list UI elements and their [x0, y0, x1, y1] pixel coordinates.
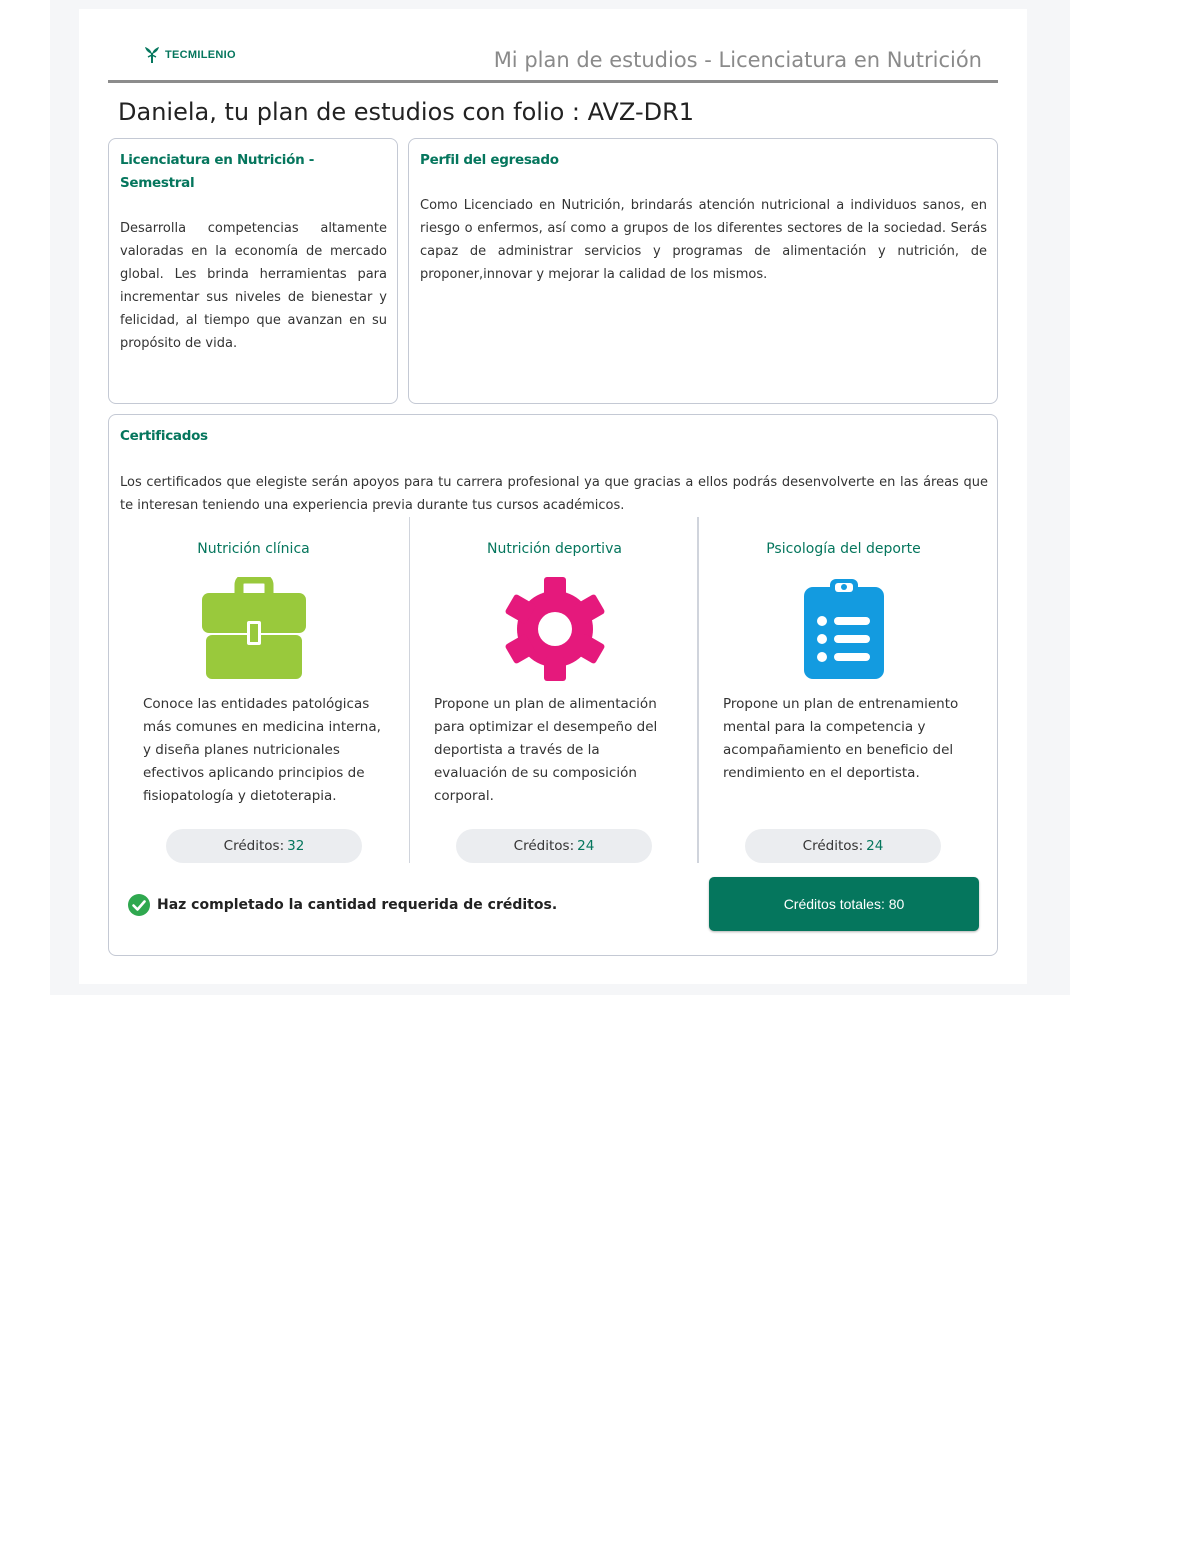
program-title: Licenciatura en Nutrición - Semestral [120, 152, 315, 191]
program-description: Desarrolla competencias altamente valoradas en la economía de mercado global. Les brinda herramientas para incrementar sus niveles de bienestar y felicidad, al tiempo que avanzan en su propósito de vida. [120, 221, 387, 351]
credits-value: 24 [866, 838, 884, 854]
tecmilenio-logo [144, 46, 236, 64]
clipboard-list-icon [802, 577, 886, 681]
certificate-description: Conoce las entidades patológicas más comunes en medicina interna, y diseña planes nutricionales efectivos aplicando principios de fisiopatología y dietoterapia. [143, 696, 381, 804]
credits-value: 24 [577, 838, 595, 854]
briefcase-icon [201, 577, 307, 681]
credits-label: Créditos: [802, 838, 864, 854]
certificate-description: Propone un plan de alimentación para optimizar el desempeño del deportista a través de la evaluación de su composición corporal. [434, 696, 658, 804]
certificate-description: Propone un plan de entrenamiento mental para la competencia y acompañamiento en beneficio del rendimiento en el deportista. [723, 696, 959, 781]
certificate-name: Psicología del deporte [766, 541, 921, 557]
page-title: Daniela, tu plan de estudios con folio : AVZ-DR1 [118, 98, 695, 126]
credits-value: 32 [287, 838, 305, 854]
check-circle-icon [127, 893, 151, 917]
certificate-column [697, 517, 988, 863]
document-header [108, 40, 998, 83]
gear-icon [503, 577, 607, 681]
graduate-profile-description: Como Licenciado en Nutrición, brindarás atención nutricional a individuos sanos, en riesgo o enfermos, así como a grupos de los diferentes sectores de la sociedad. Serás capaz de administrar servicios y programas de alimentación y nutrición, de proponer,innovar y mejorar la calidad de los mismos. [420, 198, 987, 282]
certificates-card [108, 414, 998, 956]
credits-badge [745, 829, 941, 863]
credits-label: Créditos: [513, 838, 575, 854]
certificates-title: Certificados [120, 428, 208, 444]
credits-label: Créditos: [223, 838, 285, 854]
total-credits-button[interactable]: Créditos totales: 80 [709, 877, 979, 931]
certificate-column [409, 517, 699, 863]
certificate-column [109, 517, 398, 863]
credits-badge [456, 829, 652, 863]
graduate-profile-card [408, 138, 998, 404]
document-title: Mi plan de estudios - Licenciatura en Nutrición [493, 48, 982, 72]
program-card [108, 138, 398, 404]
tecmilenio-logo-icon [144, 46, 160, 64]
credits-badge [166, 829, 362, 863]
certificate-name: Nutrición deportiva [487, 541, 622, 557]
logo-text: TECMILENIO [165, 49, 236, 61]
completion-text: Haz completado la cantidad requerida de créditos. [157, 897, 558, 913]
completion-message [127, 893, 557, 917]
graduate-profile-title: Perfil del egresado [420, 152, 559, 168]
certificate-name: Nutrición clínica [197, 541, 310, 557]
certificates-intro: Los certificados que elegiste serán apoyos para tu carrera profesional ya que gracias a ellos podrás desenvolverte en las áreas que te interesan teniendo una experiencia previa durante tus cursos académicos. [120, 475, 988, 513]
